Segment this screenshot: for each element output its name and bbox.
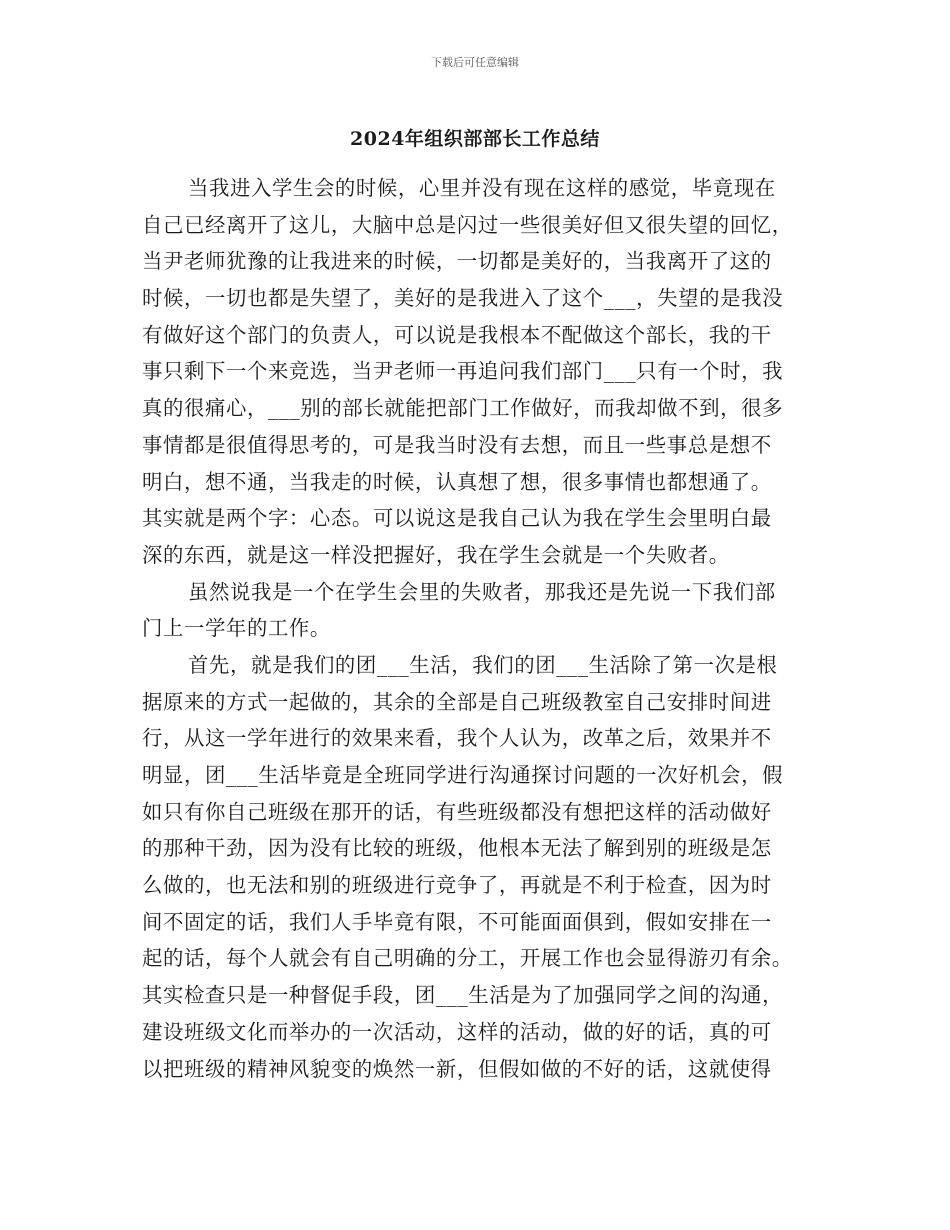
body-line: 行，从这一学年进行的效果来看，我个人认为，改革之后，效果并不 bbox=[142, 726, 772, 751]
body-line: 真的很痛心，___别的部长就能把部门工作做好，而我却做不到，很多 bbox=[142, 396, 784, 421]
body-line: 的那种干劲，因为没有比较的班级，他根本无法了解到别的班级是怎 bbox=[142, 836, 772, 861]
document-title: 2024年组织部部长工作总结 bbox=[350, 128, 600, 150]
body-line: 事情都是很值得思考的，可是我当时没有去想，而且一些事总是想不 bbox=[142, 432, 772, 457]
body-line: 起的话，每个人就会有自己明确的分工，开展工作也会显得游刃有余。 bbox=[142, 946, 793, 971]
body-line: 如只有你自己班级在那开的话，有些班级都没有想把这样的活动做好 bbox=[142, 799, 772, 824]
body-line: 有做好这个部门的负责人，可以说是我根本不配做这个部长，我的干 bbox=[142, 322, 772, 347]
body-line: 首先，就是我们的团___生活，我们的团___生活除了第一次是根 bbox=[188, 652, 778, 677]
body-line: 时候，一切也都是失望了，美好的是我进入了这个___，失望的是我没 bbox=[142, 286, 784, 311]
body-line: 事只剩下一个来竞选，当尹老师一再追问我们部门___只有一个时，我 bbox=[142, 359, 784, 384]
body-line: 建设班级文化而举办的一次活动，这样的活动，做的好的话，真的可 bbox=[142, 1019, 772, 1044]
body-line: 以把班级的精神风貌变的焕然一新，但假如做的不好的话，这就使得 bbox=[142, 1056, 772, 1081]
body-line: 自己已经离开了这儿，大脑中总是闪过一些很美好但又很失望的回忆， bbox=[142, 212, 793, 237]
body-line: 么做的，也无法和别的班级进行竞争了，再就是不利于检查，因为时 bbox=[142, 873, 772, 898]
download-note: 下载后可任意编辑 bbox=[431, 56, 519, 69]
body-line: 其实就是两个字：心态。可以说这是我自己认为我在学生会里明白最 bbox=[142, 506, 772, 531]
body-line: 明白，想不通，当我走的时候，认真想了想，很多事情也都想通了。 bbox=[142, 469, 772, 494]
body-line: 当我进入学生会的时候，心里并没有现在这样的感觉，毕竟现在 bbox=[188, 176, 776, 200]
body-line: 明显，团___生活毕竟是全班同学进行沟通探讨问题的一次好机会，假 bbox=[142, 763, 784, 787]
body-line: 深的东西，就是这一样没把握好，我在学生会就是一个失败者。 bbox=[142, 542, 730, 567]
body-line: 据原来的方式一起做的，其余的全部是自己班级教室自己安排时间进 bbox=[142, 689, 772, 714]
document-body bbox=[142, 170, 812, 1087]
body-line: 虽然说我是一个在学生会里的失败者，那我还是先说一下我们部 bbox=[188, 579, 776, 604]
body-line: 门上一学年的工作。 bbox=[142, 616, 331, 641]
body-line: 当尹老师犹豫的让我进来的时候，一切都是美好的，当我离开了这的 bbox=[142, 249, 772, 274]
body-line: 其实检查只是一种督促手段，团___生活是为了加强同学之间的沟通， bbox=[142, 983, 784, 1008]
body-line: 间不固定的话，我们人手毕竟有限，不可能面面俱到，假如安排在一 bbox=[142, 909, 772, 934]
